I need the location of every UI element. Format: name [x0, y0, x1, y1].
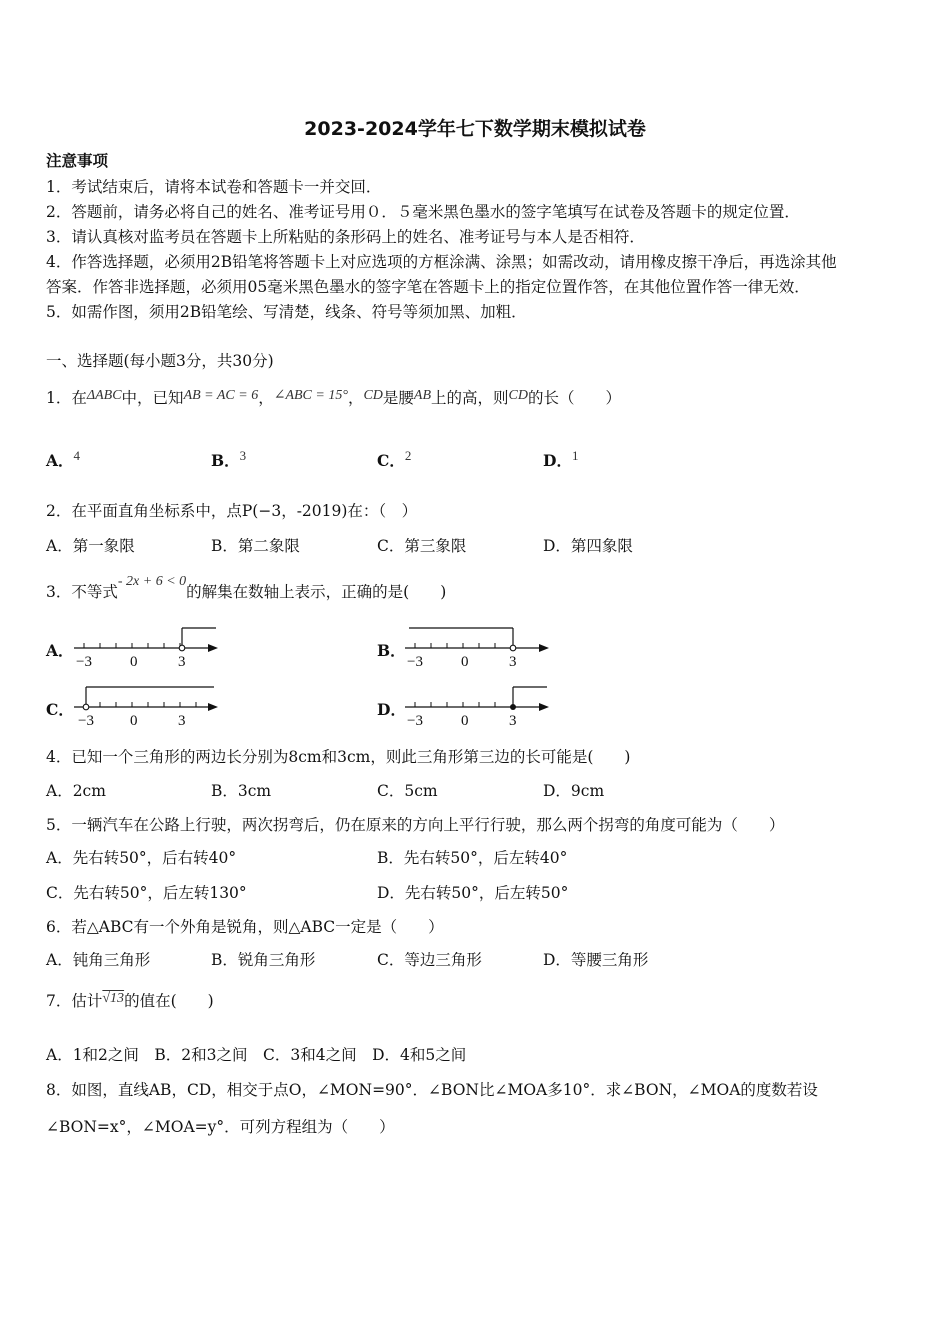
q4-option-c: C．5cm: [377, 782, 438, 800]
q1-math: ΔABC: [86, 388, 122, 403]
q1-text: 中，已知: [121, 389, 184, 407]
tick-label: 3: [509, 654, 517, 670]
q6-option-d: D．等腰三角形: [543, 951, 649, 969]
tick-label: −3: [407, 713, 423, 729]
tick-label: 3: [509, 713, 517, 729]
question-7: [46, 991, 214, 1013]
q5-option-d: D．先右转50°，后左转50°: [377, 884, 569, 902]
q6-option-a: A．钝角三角形: [46, 951, 151, 969]
tick-label: −3: [407, 654, 423, 670]
notice-heading: 注意事项: [46, 151, 109, 170]
option-value: 3: [239, 448, 247, 463]
q1-math: AB: [413, 388, 432, 403]
q3-label-d: D．: [377, 700, 406, 719]
notice-item: 答案．作答非选择题，必须用05毫米黑色墨水的签字笔在答题卡上的指定位置作答，在其他位置作答一律无效．: [46, 278, 810, 296]
q5-option-c: C．先右转50°，后左转130°: [46, 884, 247, 902]
tick-label: 0: [130, 713, 138, 729]
q3-label-c: C．: [46, 700, 74, 719]
q5-option-a: A．先右转50°，后右转40°: [46, 849, 237, 867]
notice-item: 1．考试结束后，请将本试卷和答题卡一并交回．: [46, 178, 382, 196]
number-line-d: [401, 681, 561, 731]
q5-option-b: B．先右转50°，后左转40°: [377, 849, 568, 867]
question-3: [46, 574, 447, 604]
tick-label: 0: [461, 654, 469, 670]
q1-text: ，: [258, 389, 274, 407]
question-4: 4．已知一个三角形的两边长分别为8cm和3cm，则此三角形第三边的长可能是( ): [46, 748, 631, 766]
number-line-a: [70, 622, 230, 672]
option-label: B．: [211, 451, 240, 470]
notice-item: 2．答题前，请务必将自己的姓名、准考证号用０．５毫米黑色墨水的签字笔填写在试卷及答题卡的规定位置．: [46, 203, 800, 221]
q2-option-a: A．第一象限: [46, 537, 135, 555]
option-value: 1: [571, 448, 579, 463]
q3-label-a: A．: [46, 641, 74, 660]
option-label: C．: [377, 451, 405, 470]
q6-option-b: B．锐角三角形: [211, 951, 316, 969]
q2-option-d: D．第四象限: [543, 537, 633, 555]
q1-math: AB = AC = 6: [183, 388, 259, 403]
q3-label-b: B．: [377, 641, 406, 660]
page-title: 2023-2024学年七下数学期末模拟试卷: [304, 118, 646, 140]
question-6: 6．若△ABC有一个外角是锐角，则△ABC一定是（ ）: [46, 918, 444, 936]
number-line-b: [401, 622, 561, 672]
tick-label: −3: [76, 654, 92, 670]
question-2: 2．在平面直角坐标系中，点P(−3，-2019)在：（ ）: [46, 502, 418, 520]
number-line-c: [70, 681, 230, 731]
q2-option-b: B．第二象限: [211, 537, 300, 555]
q1-math: CD: [363, 388, 383, 403]
q4-option-a: A．2cm: [46, 782, 106, 800]
notice-item: 5．如需作图，须用2B铅笔绘、写清楚，线条、符号等须加黑、加粗．: [46, 303, 527, 321]
q4-option-d: D．9cm: [543, 782, 605, 800]
q1-option-a: [46, 448, 81, 472]
q7-text: 7．估计: [46, 992, 103, 1010]
q7-math: √13: [102, 991, 125, 1006]
q1-option-b: [211, 448, 247, 472]
option-label: A．: [46, 451, 74, 470]
option-value: 4: [73, 448, 81, 463]
q1-option-c: [377, 448, 412, 472]
q2-option-c: C．第三象限: [377, 537, 467, 555]
q6-option-c: C．等边三角形: [377, 951, 482, 969]
q1-option-d: [543, 448, 579, 472]
q1-text: 上的高，则: [431, 389, 509, 407]
tick-label: −3: [78, 713, 94, 729]
question-5: 5．一辆汽车在公路上行驶，两次拐弯后，仍在原来的方向上平行行驶，那么两个拐弯的角度可能为（ ）: [46, 816, 785, 834]
q3-math: - 2x + 6 < 0: [117, 574, 187, 589]
notice-item: 4．作答选择题，必须用2B铅笔将答题卡上对应选项的方框涂满、涂黑；如需改动，请用橡皮擦干净后，再选涂其他: [46, 253, 837, 271]
question-8-cont: ∠BON=x°，∠MOA=y°．可列方程组为（ ）: [46, 1118, 395, 1136]
q1-text: 1．在: [46, 389, 87, 407]
q7-text: 的值在( ): [124, 992, 214, 1010]
q4-option-b: B．3cm: [211, 782, 272, 800]
option-label: D．: [543, 451, 572, 470]
option-value: 2: [404, 448, 412, 463]
tick-label: 0: [130, 654, 138, 670]
question-8: 8．如图，直线AB，CD，相交于点O，∠MON=90°．∠BON比∠MOA多10°．求∠BON，∠MOA的度数若设: [46, 1081, 818, 1099]
notice-item: 3．请认真核对监考员在答题卡上所粘贴的条形码上的姓名、准考证号与本人是否相符．: [46, 228, 645, 246]
q1-text: ，: [347, 389, 364, 407]
tick-label: 3: [178, 713, 186, 729]
q7-options: A．1和2之间 B．2和3之间 C．3和4之间 D．4和5之间: [46, 1046, 467, 1064]
q1-math: CD: [508, 388, 528, 403]
q3-text: 3．不等式: [46, 583, 118, 601]
q1-text: 是腰: [382, 389, 414, 407]
tick-label: 3: [178, 654, 186, 670]
q3-text: 的解集在数轴上表示，正确的是( ): [186, 583, 447, 601]
q1-math: ∠ABC = 15°: [273, 388, 348, 403]
section-heading: 一、选择题(每小题3分，共30分): [46, 352, 274, 370]
tick-label: 0: [461, 713, 469, 729]
question-1: [46, 388, 621, 410]
q1-text: 的长（ ）: [528, 389, 622, 407]
